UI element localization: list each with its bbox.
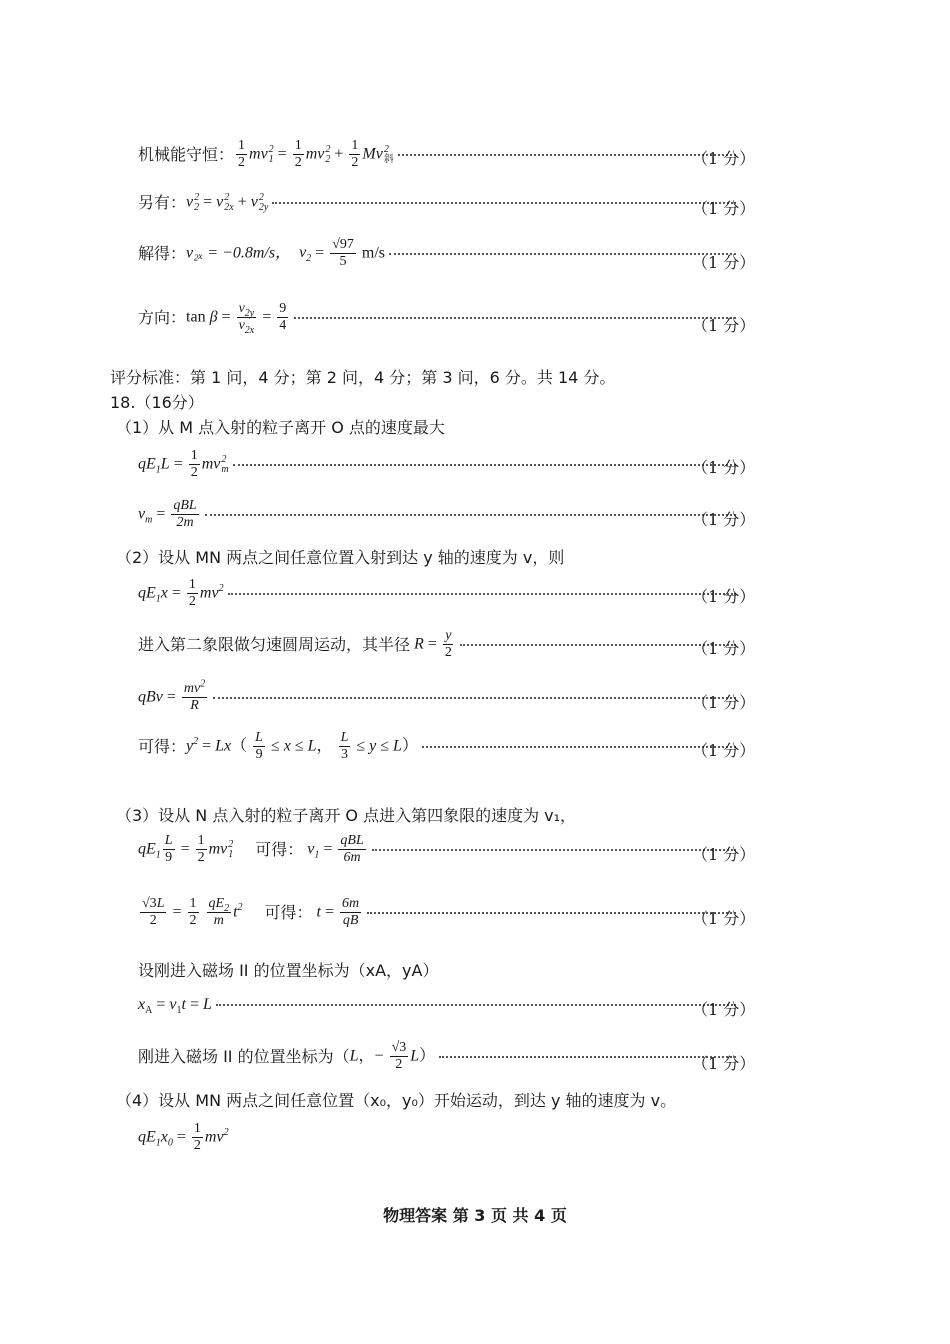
- label: 可得：: [138, 736, 187, 756]
- eq-part2-radius: [138, 628, 744, 661]
- eq-part1-vm: [138, 498, 744, 531]
- label: 另有：: [138, 193, 187, 213]
- label: 可得：: [264, 902, 313, 922]
- formula: $v_m$ = $\frac{\text{qBL}}{2m}$: [138, 498, 197, 531]
- part-2-text: （2）设从 MN 两点之间任意位置入射到达 y 轴的速度为 v，则: [116, 548, 565, 567]
- label: 进入第二象限做匀速圆周运动，其半径: [138, 634, 411, 654]
- leader-dots: [272, 202, 736, 204]
- formula: tan β = $\frac{v_{2y}}{v_{2x}}$ = $\frac{9}{4}$: [186, 301, 287, 336]
- coordinate-intro: 设刚进入磁场 II 的位置坐标为（xA，yA）: [138, 961, 439, 980]
- eq-part2-lorentz: [138, 678, 744, 714]
- eq-part3-coordinate: [138, 1040, 744, 1073]
- grading-criteria: 评分标准：第 1 问，4 分；第 2 问，4 分；第 3 问，6 分。共 14 分。: [110, 368, 616, 387]
- score: （1 分）: [692, 639, 756, 658]
- label: 方向：: [138, 307, 187, 327]
- leader-dots: [213, 697, 736, 699]
- leader-dots: [216, 1004, 736, 1006]
- question-18-title: 18.（16分）: [110, 393, 204, 412]
- formula: L，− $\frac{√3}{2}$ L）: [349, 1040, 436, 1073]
- formula: $\frac{√3L}{2}$ = $\frac{1}{2}$ $\frac{qE_2}{m}$ $t^2$: [142, 896, 243, 929]
- part-3-text: （3）设从 N 点入射的粒子离开 O 点进入第四象限的速度为 v₁，: [116, 806, 577, 825]
- score: （1 分）: [692, 199, 756, 218]
- formula: $qE_1x_0$ = $\frac{1}{2}$ $mv^2$: [138, 1121, 229, 1154]
- score: （1 分）: [692, 316, 756, 335]
- formula: $qE_1x$ = $\frac{1}{2}$ $mv^2$: [138, 577, 224, 610]
- formula: $qE_1L$ = $\frac{1}{2}$ mv 2 m: [138, 448, 229, 481]
- score: （1 分）: [692, 909, 756, 928]
- leader-dots: [372, 849, 736, 851]
- label: 可得：: [255, 839, 304, 859]
- score: （1 分）: [692, 587, 756, 606]
- leader-dots: [205, 514, 736, 516]
- part-1-text: （1）从 M 点入射的粒子离开 O 点的速度最大: [116, 418, 445, 437]
- eq-part4-energy: [138, 1121, 229, 1154]
- leader-dots: [228, 593, 736, 595]
- leader-dots: [233, 464, 736, 466]
- formula: v 2 2 = v 2 2x + v 2 2y: [186, 192, 269, 213]
- eq-solution: [138, 237, 744, 270]
- leader-dots: [389, 253, 736, 255]
- eq-part2-result: [138, 730, 744, 763]
- leader-dots: [294, 317, 736, 319]
- part-4-text: （4）设从 MN 两点之间任意位置（x₀，y₀）开始运动，到达 y 轴的速度为 v。: [116, 1091, 677, 1110]
- formula: qBv = $\frac{mv^2}{R}$: [138, 678, 206, 714]
- eq-part3-time: [138, 896, 744, 929]
- eq-part3-v1: [138, 833, 744, 866]
- score: （1 分）: [692, 1054, 756, 1073]
- formula: $y^2 = Lx$（ $\frac{L}{9}$ ≤ x ≤ L， $\frac{L}{3}$ ≤ y ≤ L）: [186, 730, 418, 763]
- leader-dots: [398, 154, 736, 156]
- label: 刚进入磁场 II 的位置坐标为（: [138, 1046, 350, 1066]
- formula: $x_A = v_1t = L$: [138, 996, 212, 1017]
- eq-part2-energy: [138, 577, 744, 610]
- eq-part1-energy: [138, 448, 744, 481]
- score: （1 分）: [692, 741, 756, 760]
- formula: R = $\frac{y}{2}$: [410, 628, 452, 661]
- score: （1 分）: [692, 693, 756, 712]
- eq-energy-conservation: [138, 138, 744, 171]
- formula: $qE_1$ $\frac{L}{9}$ = $\frac{1}{2}$ mv 2 1: [138, 833, 234, 866]
- score: （1 分）: [692, 845, 756, 864]
- score: （1 分）: [692, 458, 756, 477]
- leader-dots: [422, 746, 736, 748]
- eq-direction: [138, 301, 744, 334]
- score: （1 分）: [692, 149, 756, 168]
- score: （1 分）: [692, 510, 756, 529]
- eq-velocity-components: [138, 193, 744, 213]
- formula: v₂ₓ = −0.8m/s， $v_2$ = $\frac{√97}{5}$ m/s: [186, 237, 386, 270]
- score: （1 分）: [692, 253, 756, 272]
- score: （1 分）: [692, 1000, 756, 1019]
- label: 解得：: [138, 243, 187, 263]
- eq-part3-xa: [138, 996, 744, 1017]
- formula-result: $v_1$ = $\frac{\text{qBL}}{6m}$: [303, 833, 364, 866]
- leader-dots: [367, 912, 736, 914]
- formula-result: t = $\frac{6m}{qB}$: [312, 896, 360, 929]
- page-footer: 物理答案 第 3 页 共 4 页: [383, 1206, 567, 1225]
- label: 机械能守恒：: [138, 144, 235, 164]
- formula: $\frac{1}{2}$ mv 2 1 = $\frac{1}{2}$ mv 2 2 + $\frac{1}{2}$ Mv 2 斜: [238, 138, 394, 171]
